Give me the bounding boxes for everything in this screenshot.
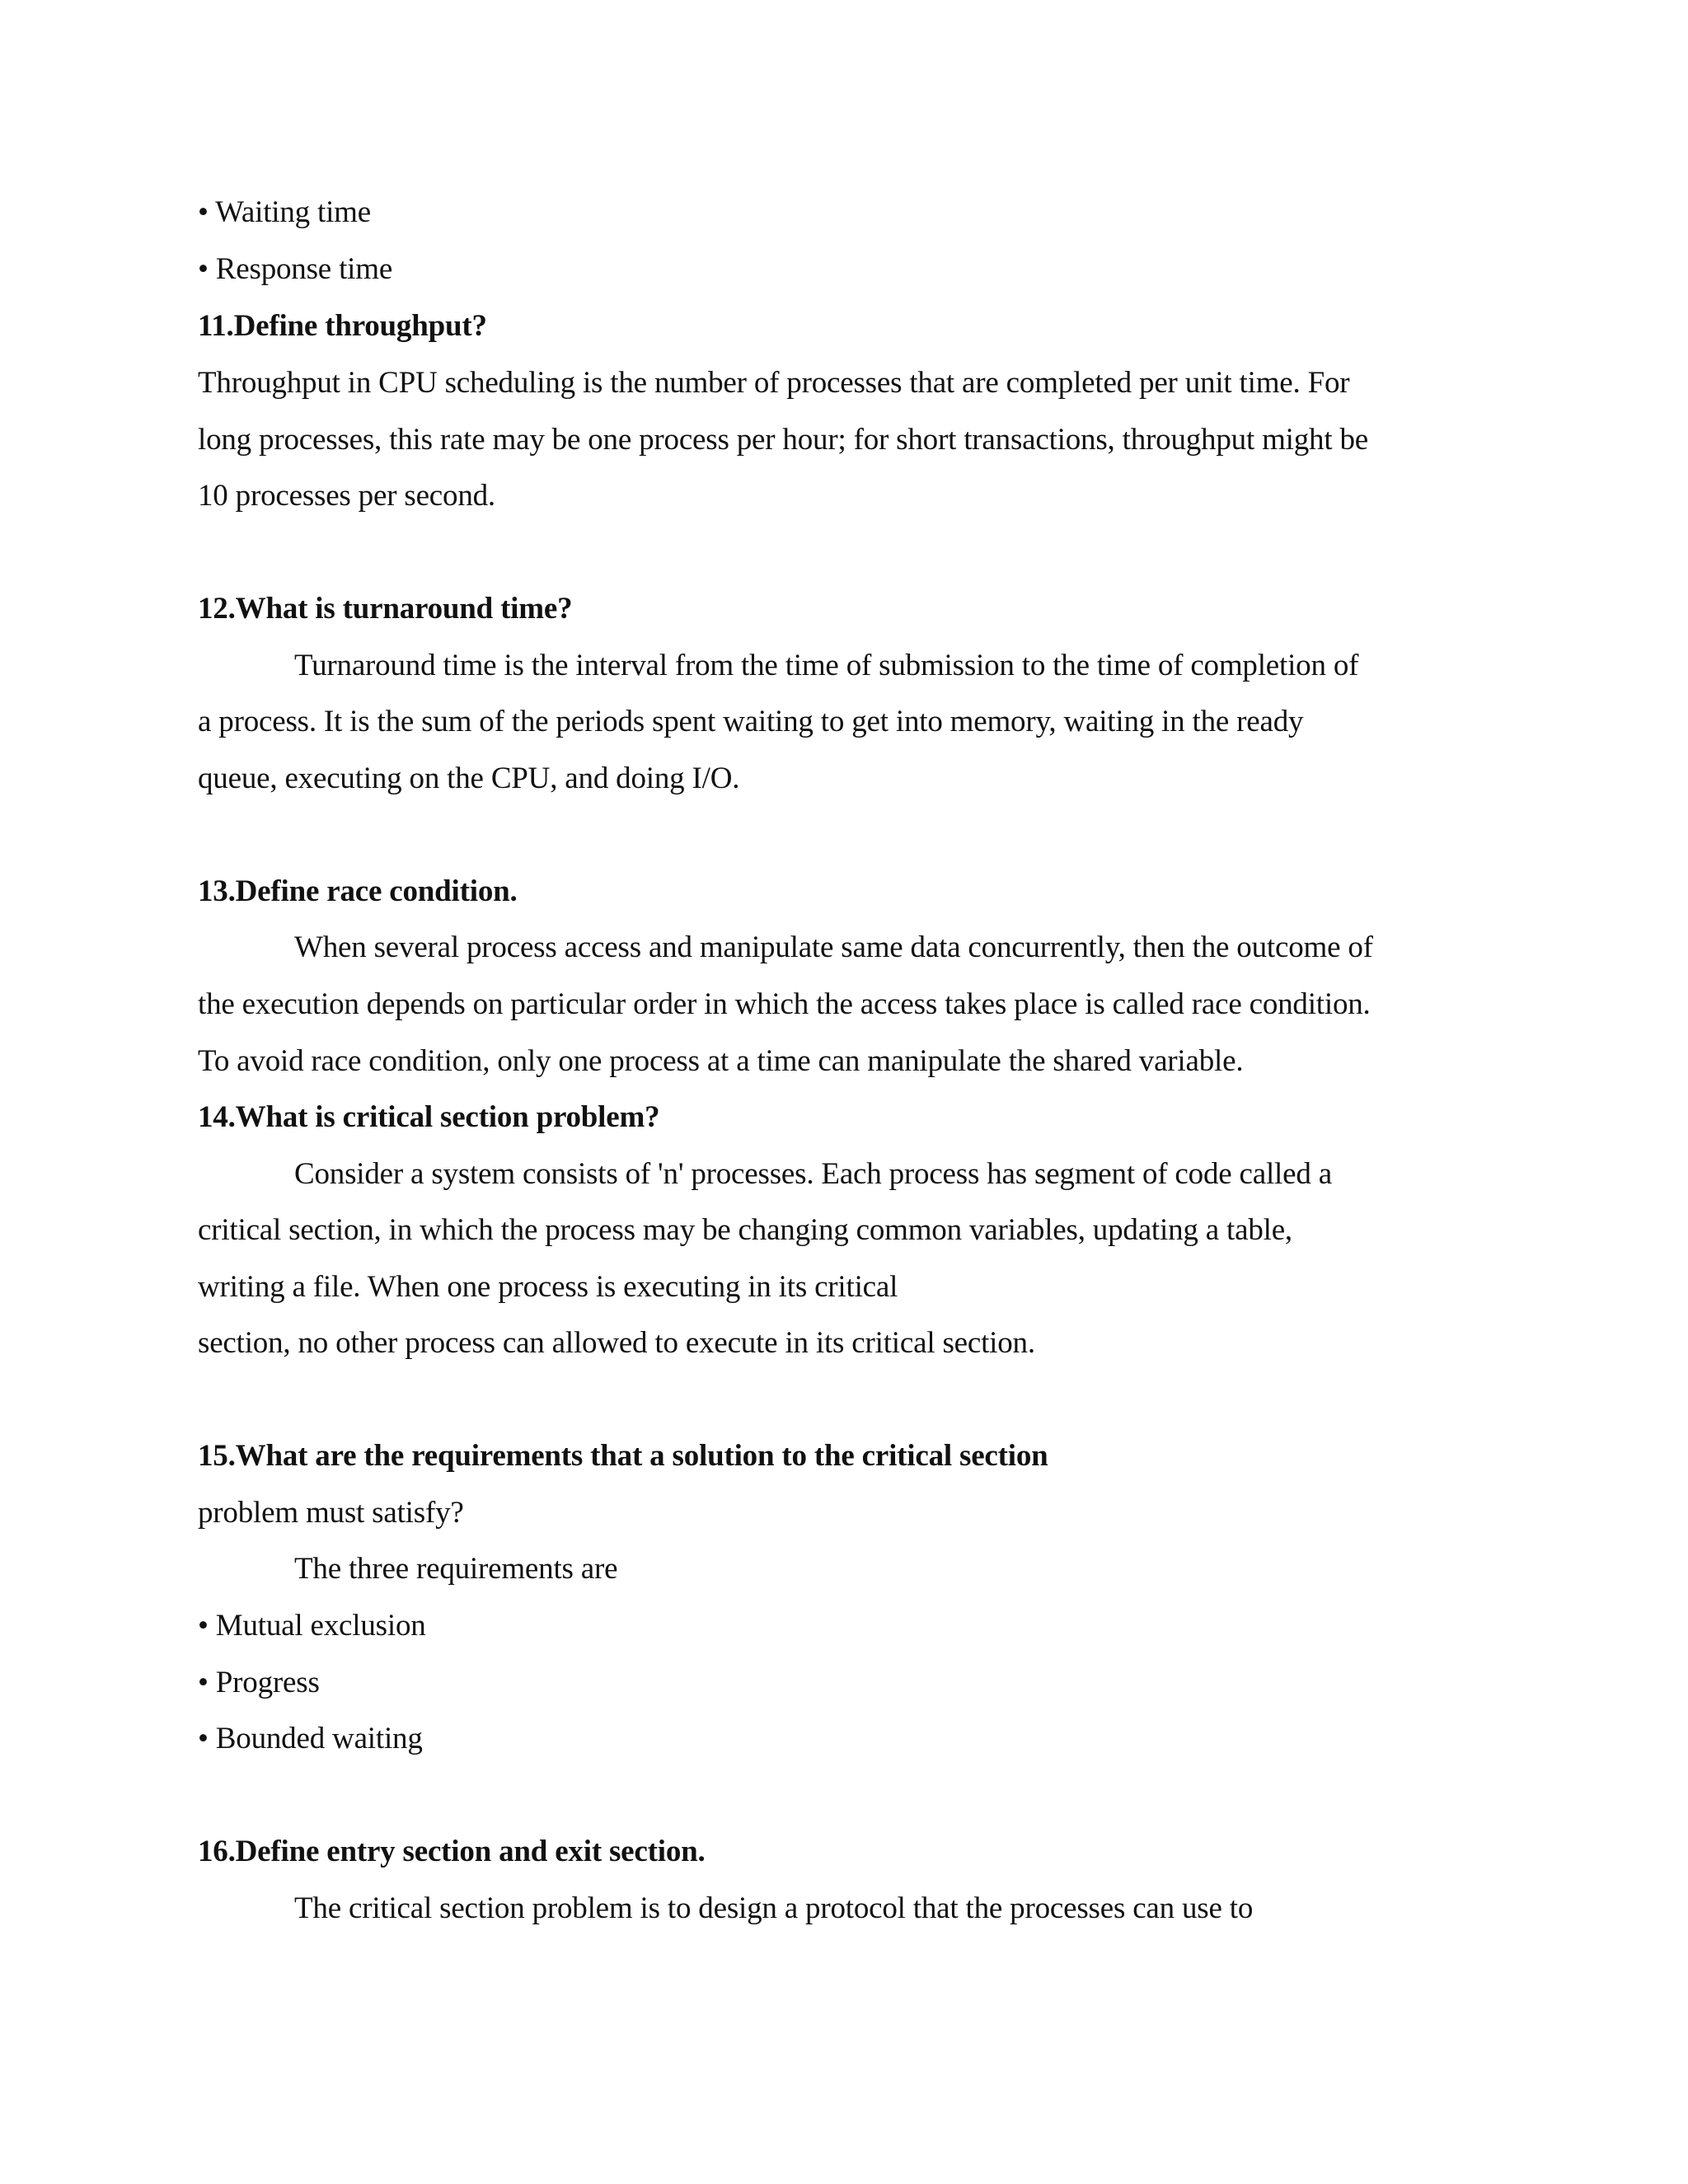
bullet-item-response-time: • Response time <box>198 252 393 286</box>
question-heading-13: 13.Define race condition. <box>198 874 518 908</box>
paragraph-line: Consider a system consists of 'n' processes. Each process has segment of code called a <box>294 1157 1332 1191</box>
paragraph-line: the execution depends on particular order in which the access takes place is called race condition. <box>198 987 1371 1021</box>
bullet-item-mutual-exclusion: • Mutual exclusion <box>198 1609 426 1643</box>
question-heading-11: 11.Define throughput? <box>198 309 487 343</box>
bullet-item-waiting-time: • Waiting time <box>198 195 371 229</box>
paragraph-line: a process. It is the sum of the periods spent waiting to get into memory, waiting in the ready <box>198 705 1304 738</box>
paragraph-line: section, no other process can allowed to execute in its critical section. <box>198 1326 1035 1360</box>
paragraph-line: The critical section problem is to design a protocol that the processes can use to <box>294 1891 1254 1925</box>
paragraph-line: long processes, this rate may be one process per hour; for short transactions, throughput might be <box>198 423 1368 457</box>
bullet-item-progress: • Progress <box>198 1666 320 1699</box>
question-heading-16: 16.Define entry section and exit section. <box>198 1835 706 1868</box>
paragraph-line: Throughput in CPU scheduling is the number of processes that are completed per unit time. For <box>198 366 1350 400</box>
bullet-item-bounded-waiting: • Bounded waiting <box>198 1722 423 1755</box>
question-heading-15: 15.What are the requirements that a solution to the critical section <box>198 1439 1048 1473</box>
paragraph-line: writing a file. When one process is executing in its critical <box>198 1270 898 1304</box>
paragraph-line: The three requirements are <box>294 1552 618 1586</box>
paragraph-line: Turnaround time is the interval from the time of submission to the time of completion of <box>294 649 1359 682</box>
question-heading-15-continued: problem must satisfy? <box>198 1496 464 1530</box>
question-heading-12: 12.What is turnaround time? <box>198 592 573 626</box>
paragraph-line: 10 processes per second. <box>198 479 495 513</box>
paragraph-line: queue, executing on the CPU, and doing I/O. <box>198 762 740 795</box>
paragraph-line: critical section, in which the process may be changing common variables, updating a table, <box>198 1213 1292 1247</box>
question-heading-14: 14.What is critical section problem? <box>198 1100 660 1134</box>
paragraph-line: To avoid race condition, only one process at a time can manipulate the shared variable. <box>198 1044 1244 1078</box>
paragraph-line: When several process access and manipulate same data concurrently, then the outcome of <box>294 930 1373 964</box>
